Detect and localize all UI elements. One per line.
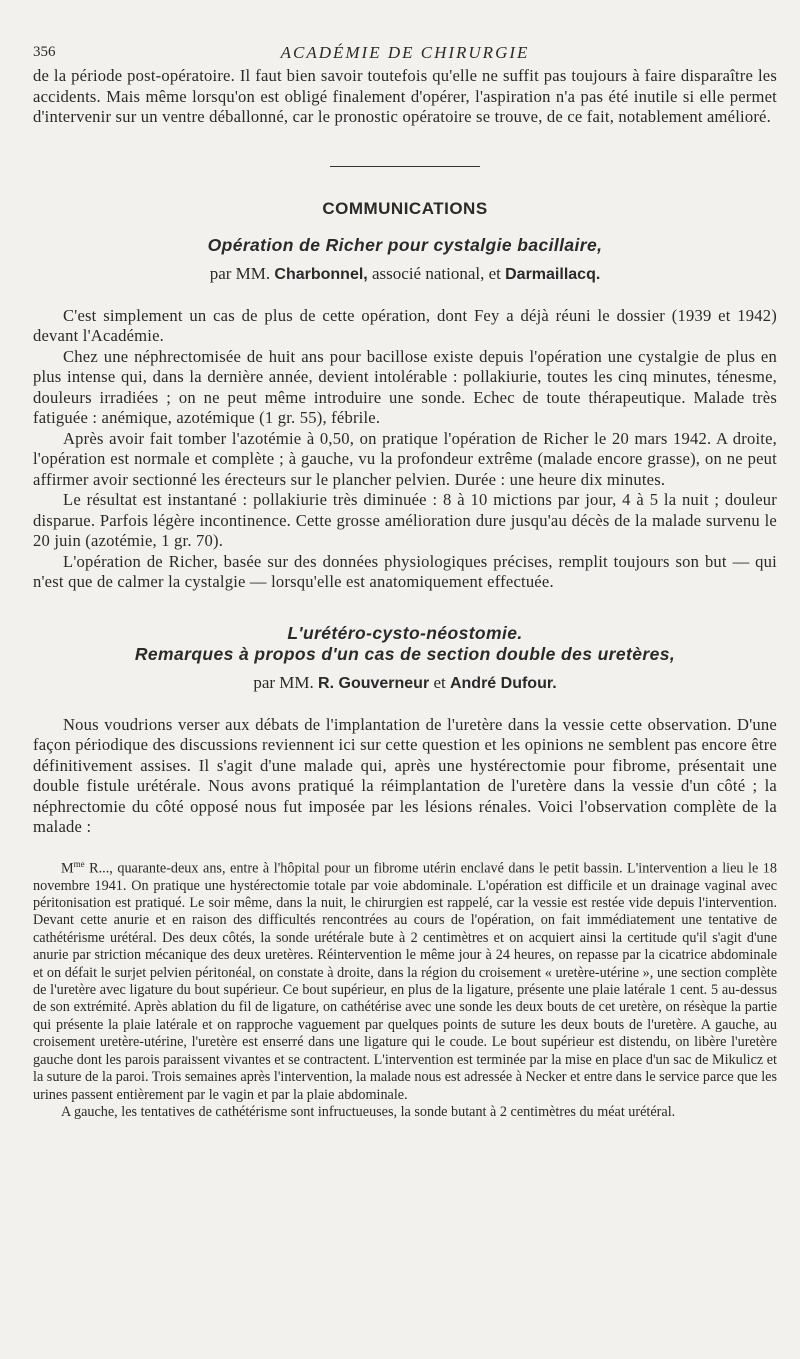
observation-paragraph bbox=[33, 856, 777, 1104]
byline-middle: et bbox=[433, 672, 446, 692]
article2-title-line2: Remarques à propos d'un cas de section double des uretères, bbox=[134, 643, 676, 664]
observation-mme: M bbox=[61, 860, 74, 877]
byline-prefix: par MM. bbox=[253, 672, 314, 692]
section-divider bbox=[330, 166, 480, 167]
author-dufour: André Dufour. bbox=[449, 674, 557, 692]
section-heading: COMMUNICATIONS bbox=[322, 198, 488, 218]
intro-paragraph: de la période post-opératoire. Il faut bien savoir toutefois qu'elle ne suffit pas toujours à faire disparaître les accidents. Mais même lorsqu'on est obligé finalement d'opérer, l'aspiration n'a pas été inutile si elle permet d'intervenir sur un ventre déballonné, car le pronostic opératoire se trouve, de ce fait, notablement amélioré. bbox=[33, 66, 777, 126]
author-gouverneur: R. Gouverneur bbox=[318, 674, 430, 692]
article1-paragraph: L'opération de Richer, basée sur des données physiologiques précises, remplit toujours son but — qui n'est que de calmer la cystalgie — lorsqu'elle est anatomiquement effectuée. bbox=[33, 551, 777, 591]
journal-title: ACADÉMIE DE CHIRURGIE bbox=[280, 43, 530, 62]
byline-prefix: par MM. bbox=[209, 263, 271, 283]
observation-sup: me bbox=[73, 858, 85, 869]
observation-text: R..., quarante-deux ans, entre à l'hôpital pour un fibrome utérin enclavé dans le petit bassin. L'intervention a lieu le 18 novembre 1941. On pratique une hystérectomie totale par voie abdominale. L'opération est difficile et un drainage vaginal avec péritonisation est pratiqué. Le soir même, dans la nuit, le chirurgien est rappelé, car la vessie est restée vide depuis l'intervention. Devant cette anurie et en raison des difficultés rencontrées au cours de l'opération, on fait immédiatement une tentative de cathétérisme urétéral. Des deux côtés, la sonde urétérale bute à 2 centimètres et on acquiert ainsi la certitude qu'il s'agit d'une anurie par striction mécanique des deux uretères. Réintervention le même jour à 24 heures, on repasse par la cicatrice abdominale et on défait le surjet pelvien péritonéal, on constate à droite, dans la région du croisement « uretère-utérine », une section complète de l'uretère avec ligature du bout supérieur. Ce bout supérieur, en plus de la ligature, présente une plaie latérale 1 cent. 5 au-dessus de son extrémité. Après ablation du fil de ligature, on cathétérise avec une sonde les deux bouts de cet uretère, on résèque la partie qui présente la plaie latérale et on rapproche vaguement par quelques points de suture les deux bouts de l'uretère. A gauche, au croisement uretère-utérine, l'uretère est enserré dans une ligature qui le coude. Le bout supérieur est distendu, on libère l'uretère gauche dont les parois paraissent vivantes et se contractent. L'intervention est terminée par la mise en place d'un sac de Mikulicz et la suture de la paroi. Trois semaines après l'intervention, la malade nous est adressée à Necker et entre dans le service parce que les urines passent entièrement par le vagin et par la plaie abdominale. bbox=[33, 860, 777, 1103]
page bbox=[33, 40, 777, 1121]
article2-byline bbox=[33, 673, 777, 693]
article1-byline bbox=[33, 264, 777, 284]
article1-title: Opération de Richer pour cystalgie bacillaire, bbox=[207, 234, 603, 255]
article1-paragraph: Le résultat est instantané : pollakiurie très diminuée : 8 à 10 mictions par jour, 4 à 5 la nuit ; douleur disparue. Parfois légère incontinence. Cette grosse amélioration dure jusqu'au décès de la malade survenu le 20 juin (azotémie, 1 gr. 70). bbox=[33, 490, 777, 550]
article1-paragraph: Chez une néphrectomisée de huit ans pour bacillose existe depuis l'opération une cystalgie de plus en plus intense qui, dans la dernière année, devient intolérable : pollakiurie, toutes les cinq minutes, ténesme, douleurs irradiées ; on ne peut même introduire une sonde. Echec de toute thérapeutique. Malade très fatiguée : anémique, azotémique (1 gr. 55), fébrile. bbox=[33, 346, 777, 427]
running-head bbox=[33, 40, 777, 66]
byline-middle: associé national, et bbox=[372, 263, 501, 283]
page-number: 356 bbox=[33, 44, 56, 60]
article1-paragraph: C'est simplement un cas de plus de cette opération, dont Fey a déjà réuni le dossier (1939 et 1942) devant l'Académie. bbox=[33, 305, 777, 345]
article2-paragraph: Nous voudrions verser aux débats de l'implantation de l'uretère dans la vessie cette observation. D'une façon périodique des discussions reviennent ici sur cette question et les opinions ne semblent pas encore être définitivement assises. Il s'agit d'une malade qui, après une hystérectomie pour fibrome, présentait une double fistule urétérale. Nous avons pratiqué la réimplantation de l'uretère dans la vessie d'un côté ; la néphrectomie du côté opposé nous fut imposée par les lésions rénales. Voici l'observation complète de la malade : bbox=[33, 714, 777, 836]
observation-paragraph-last: A gauche, les tentatives de cathétérisme sont infructueuses, la sonde butant à 2 centimètres du méat urétéral. bbox=[61, 1103, 676, 1120]
author-darmaillacq: Darmaillacq. bbox=[505, 265, 601, 283]
author-charbonnel: Charbonnel, bbox=[274, 265, 368, 283]
observation-block bbox=[33, 856, 777, 1122]
article2-title-line1: L'urétéro-cysto-néostomie. bbox=[287, 622, 523, 643]
article1-paragraph: Après avoir fait tomber l'azotémie à 0,50, on pratique l'opération de Richer le 20 mars 1942. A droite, l'opération est normale et complète ; à gauche, vu la profondeur extrême (malade encore grasse), on ne peut affirmer avoir sectionné les érecteurs sur le plancher pelvien. Durée : une heure dix minutes. bbox=[33, 428, 777, 489]
